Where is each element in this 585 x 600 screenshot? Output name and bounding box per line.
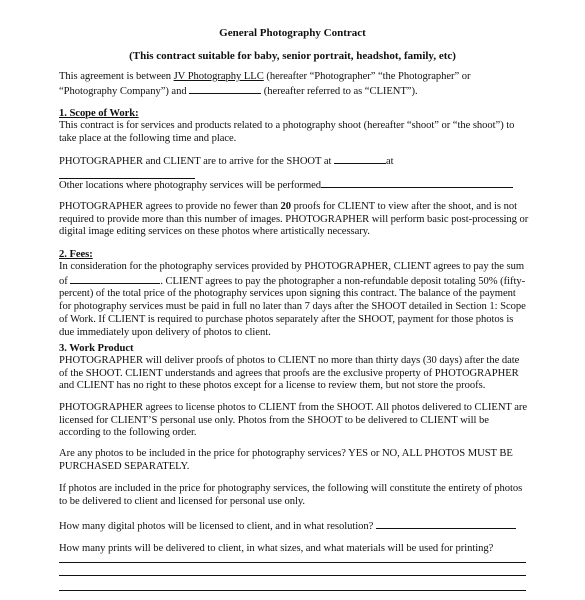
fees-text-1: In consideration for the photography services provided by PHOTOGRAPHER, CLIENT agrees to pay the sum of	[59, 261, 525, 287]
proofs-text-1: PHOTOGRAPHER agrees to provide no fewer than	[59, 201, 281, 212]
fees-text-2: . CLIENT agrees to pay the photographer a non-refundable deposit totaling 50% (fifty-percent) of the total price of the photography services upon signing this contract. The balance of the payment for photography services must be paid in full no later than 7 days after the SHOOT detailed in Section 1: Scope of Work. If CLIENT is required to purchase photos separately after the SHOOT, payment for those photos is due immediately upon delivery of photos to client.	[59, 275, 526, 338]
document-subtitle: (This contract suitable for baby, senior portrait, headshot, family, etc)	[129, 50, 456, 62]
work-product-heading: 3. Work Product	[59, 343, 134, 354]
fees-heading: 2. Fees:	[59, 249, 93, 260]
intro-text-3: (hereafter referred to as “CLIENT”).	[261, 85, 418, 97]
proofs-text-2: proofs for CLIENT to view after the shoot, and is not required to provide more than this number of images. PHOTOGRAPHER will perform basic post-processing or digital image editing services on these photos where artistically necessary.	[59, 201, 529, 238]
other-locations-line	[59, 178, 529, 193]
prints-answer-line-3[interactable]	[59, 590, 526, 591]
arrival-text: PHOTOGRAPHER and CLIENT are to arrive for the SHOOT at	[59, 156, 335, 167]
digital-photos-text: How many digital photos will be licensed to client, and in what resolution?	[59, 521, 376, 532]
fee-amount-blank[interactable]	[70, 274, 160, 284]
scope-heading: 1. Scope of Work:	[59, 108, 139, 119]
fees-paragraph	[59, 261, 529, 339]
digital-photos-question	[59, 519, 529, 534]
digital-photos-blank[interactable]	[376, 519, 516, 529]
intro-paragraph	[59, 71, 529, 98]
other-locations-text: Other locations where photography services will be performed	[59, 180, 322, 191]
work-paragraph-3: Are any photos to be included in the price for photography services? YES or NO, ALL PHOTOS MUST BE PURCHASED SEPARATELY.	[59, 448, 513, 472]
arrival-time-blank[interactable]	[334, 154, 386, 164]
client-name-blank[interactable]	[189, 84, 261, 94]
prints-answer-line-1[interactable]	[59, 562, 526, 563]
work-paragraph-4: If photos are included in the price for photography services, the following will constitute the entirety of photos to be delivered to client and licensed for personal use only.	[59, 483, 523, 507]
prints-answer-line-2[interactable]	[59, 575, 526, 576]
arrival-at-text: at	[386, 156, 394, 167]
document-title: General Photography Contract	[219, 27, 366, 39]
other-locations-blank[interactable]	[321, 178, 513, 188]
work-paragraph-1: PHOTOGRAPHER will deliver proofs of photos to CLIENT no more than thirty days (30 days) after the date of the SHOOT. CLIENT understands and agrees that proofs are the exclusive property of PHOTOGRAPHER and CLIENT has no right to these photos except for a license to review them, but not store the proofs.	[59, 355, 520, 392]
scope-paragraph: This contract is for services and products related to a photography shoot (hereafter “shoot” or “the shoot”) to take place at the following time and place.	[59, 120, 515, 144]
intro-text-1: This agreement is between	[59, 71, 174, 82]
work-paragraph-2: PHOTOGRAPHER agrees to license photos to CLIENT from the SHOOT. All photos delivered to CLIENT are licensed for CLIENT’S personal use only. Photos from the SHOOT to be delivered to CLIENT will be according to the following order.	[59, 402, 528, 439]
photographer-company-name: JV Photography LLC	[173, 71, 264, 82]
prints-question: How many prints will be delivered to client, in what sizes, and what materials will be used for printing?	[59, 543, 494, 554]
proofs-paragraph	[59, 201, 529, 239]
proofs-number: 20	[280, 201, 291, 212]
intro-text-2: (hereafter “Photographer” “the Photographer” or “Photography Company”) and	[59, 71, 471, 97]
